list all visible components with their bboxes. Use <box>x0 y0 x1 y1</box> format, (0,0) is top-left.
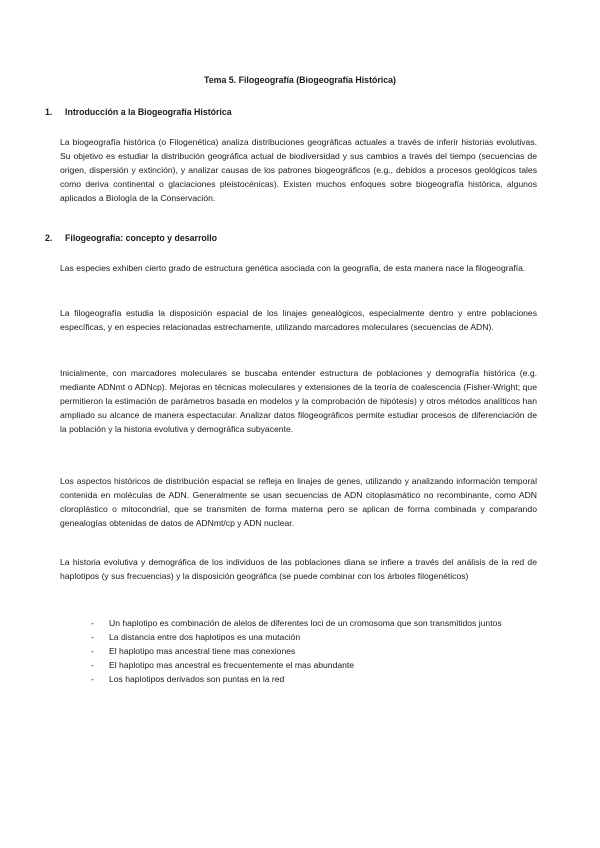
section-2-paragraph-2: La filogeografía estudia la disposición espacial de los linajes genealógicos, especialmente dentro y entre poblaciones específicas, y en especies relacionadas estrechamente, utilizando marcadores moleculares (secuencias de ADN). <box>60 308 537 332</box>
bullet-text: El haplotipo mas ancestral tiene mas conexiones <box>109 646 296 656</box>
list-item <box>91 630 537 644</box>
section-2-paragraph-4: Los aspectos históricos de distribución espacial se refleja en linajes de genes, utilizando y analizando información temporal contenida en moléculas de ADN. Generalmente se usan secuencias de ADN citoplasmático no recombinante, como ADN cloroplástico o mitocondrial, que se transmiten de forma materna pero se aplican de forma combinada y comparando genealogías obtenidas de datos de ADNmt/cp y ADN nuclear. <box>60 476 537 528</box>
section-2-title: Filogeografía: concepto y desarrollo <box>65 233 218 243</box>
section-2-heading <box>45 231 217 245</box>
bullet-text: El haplotipo mas ancestral es frecuentemente el mas abundante <box>109 660 355 670</box>
list-item <box>91 672 537 686</box>
list-item <box>91 616 537 630</box>
section-1-title: Introducción a la Biogeografía Histórica <box>65 107 232 117</box>
document-title: Tema 5. Filogeografía (Biogeografía Histórica) <box>204 75 396 85</box>
haplotype-bullet-list <box>91 616 537 686</box>
section-1-heading <box>45 105 232 119</box>
bullet-dash: - <box>91 674 94 684</box>
bullet-text: Los haplotipos derivados son puntas en la red <box>109 674 285 684</box>
bullet-dash: - <box>91 660 94 670</box>
list-item <box>91 644 537 658</box>
bullet-text: Un haplotipo es combinación de alelos de diferentes loci de un cromosoma que son transmitidos juntos <box>109 618 502 628</box>
section-2-paragraph-1: Las especies exhiben cierto grado de estructura genética asociada con la geografía, de esta manera nace la filogeografía. <box>60 263 526 273</box>
section-1-number: 1. <box>45 107 53 117</box>
section-1-paragraph-1: La biogeografía histórica (o Filogenética) analiza distribuciones geográficas actuales a través de inferir historias evolutivas. Su objetivo es estudiar la distribución geográfica actual de biodiversidad y sus cambios a través del tiempo (secuencias de origen, dispersión y extinción), y analizar causas de los patrones biogeográficos (e.g., debidos a procesos geológicos tales como deriva continental o glaciaciones pleistocénicas). Existen muchos enfoques sobre biogeografía histórica, algunos aplicados a Biología de la Conservación. <box>60 137 537 203</box>
bullet-dash: - <box>91 618 94 628</box>
section-2-paragraph-3: Inicialmente, con marcadores moleculares se buscaba entender estructura de poblaciones y demografía histórica (e.g. mediante ADNmt o ADNcp). Mejoras en técnicas moleculares y extensiones de la teoría de coalescencia (Fisher-Wright; que permitieron la estimación de parámetros basada en modelos y la comprobación de hipótesis) y otros métodos analíticos han ampliado su alcance de manera espectacular. Analizar datos filogeográficos permite estudiar procesos de diferenciación de la población y la historia evolutiva y demográfica subyacente. <box>60 368 537 434</box>
list-item <box>91 658 537 672</box>
section-2-number: 2. <box>45 233 53 243</box>
bullet-dash: - <box>91 632 94 642</box>
bullet-dash: - <box>91 646 94 656</box>
section-2-paragraph-5: La historia evolutiva y demográfica de los individuos de las poblaciones diana se infiere a través del análisis de la red de haplotipos (y sus frecuencias) y la disposición geográfica (se puede combinar con los árboles filogenéticos) <box>60 557 537 581</box>
bullet-text: La distancia entre dos haplotipos es una mutación <box>109 632 301 642</box>
